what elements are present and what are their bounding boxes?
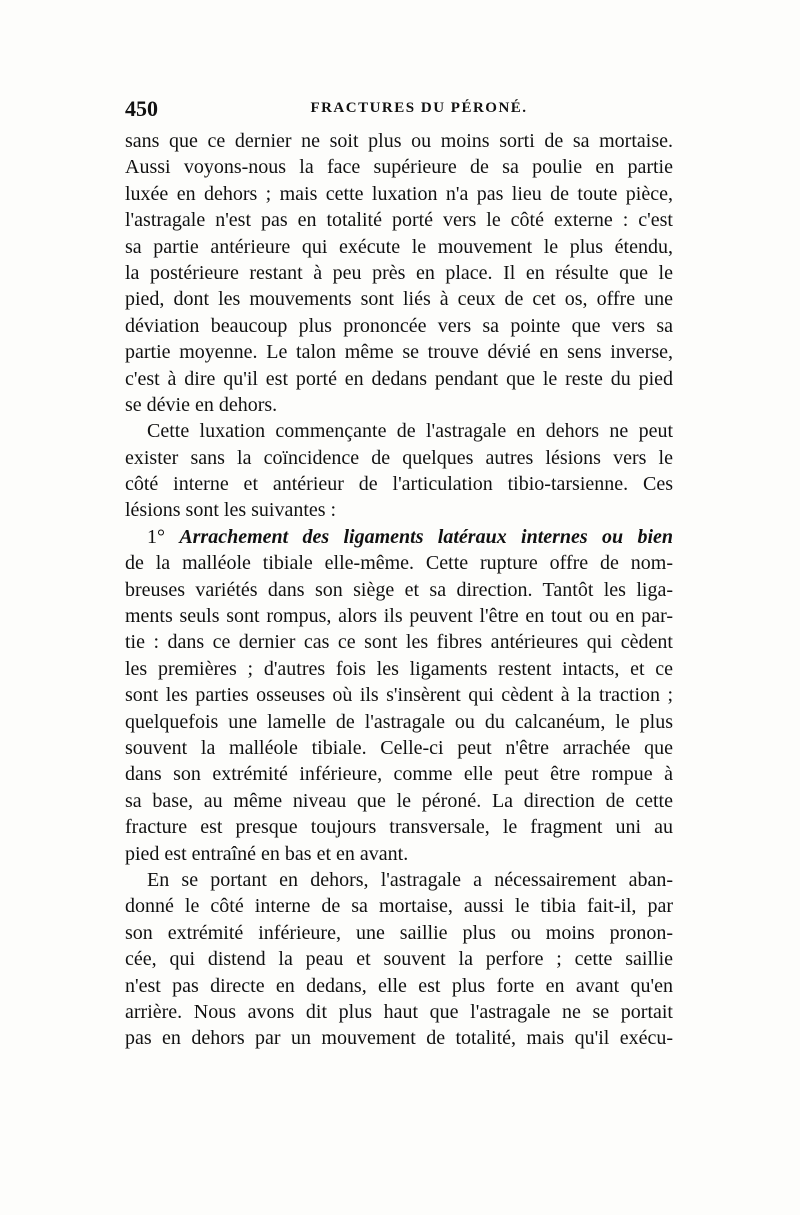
paragraph-end-line: lésions sont les suivantes : <box>125 499 337 522</box>
text-line: cée, qui distend la peau et souvent la perfore ; cette saillie <box>125 948 673 971</box>
text-line: n'est pas directe en dedans, elle est plus forte en avant qu'en <box>125 974 673 997</box>
text-line: donné le côté interne de sa mortaise, aussi le tibia fait-il, par <box>125 895 673 918</box>
item-heading-italic: Arrachement des ligaments latéraux internes ou bien <box>179 525 673 548</box>
text-block <box>125 96 673 1052</box>
page-number: 450 <box>125 96 158 121</box>
text-line: partie moyenne. Le talon même se trouve dévié en sens inverse, <box>125 341 673 364</box>
item-number: 1° <box>147 525 180 548</box>
text-line: arrière. Nous avons dit plus haut que l'astragale ne se portait <box>125 1000 673 1023</box>
text-line: breuses variétés dans son siège et sa direction. Tantôt les liga- <box>125 578 673 601</box>
text-line: c'est à dire qu'il est porté en dedans pendant que le reste du pied <box>125 367 673 390</box>
text-line: ments seuls sont rompus, alors ils peuvent l'être en tout ou en par- <box>125 605 673 628</box>
text-line: les premières ; d'autres fois les ligaments restent intacts, et ce <box>125 657 673 680</box>
text-line: pas en dehors par un mouvement de totalité, mais qu'il exécu- <box>125 1027 673 1050</box>
paragraph-end-line: pied est entraîné en bas et en avant. <box>125 842 409 865</box>
text-line: déviation beaucoup plus prononcée vers sa pointe que vers sa <box>125 314 673 337</box>
text-line: pied, dont les mouvements sont liés à ceux de cet os, offre une <box>125 288 673 311</box>
running-title: FRACTURES DU PÉRONÉ. <box>310 100 528 116</box>
text-line: quelquefois une lamelle de l'astragale ou du calcanéum, le plus <box>125 710 673 733</box>
paragraph-start-line: En se portant en dehors, l'astragale a nécessairement aban- <box>147 868 673 891</box>
running-head <box>125 96 673 126</box>
text-line: sont les parties osseuses où ils s'insèrent qui cèdent à la traction ; <box>125 684 673 707</box>
text-line: luxée en dehors ; mais cette luxation n'a pas lieu de toute pièce, <box>125 182 673 205</box>
text-line: exister sans la coïncidence de quelques autres lésions vers le <box>125 446 673 469</box>
paragraph-end-line: se dévie en dehors. <box>125 393 278 416</box>
text-line: sa partie antérieure qui exécute le mouvement le plus étendu, <box>125 235 673 258</box>
list-item-heading <box>125 524 673 550</box>
paragraph-start-line: Cette luxation commençante de l'astragale en dehors ne peut <box>147 420 673 443</box>
text-line: la postérieure restant à peu près en place. Il en résulte que le <box>125 261 673 284</box>
text-line: côté interne et antérieur de l'articulation tibio-tarsienne. Ces <box>125 473 673 496</box>
text-line: fracture est presque toujours transversale, le fragment uni au <box>125 816 673 839</box>
text-line: sans que ce dernier ne soit plus ou moins sorti de sa mortaise. <box>125 130 673 152</box>
text-line: son extrémité inférieure, une saillie plus ou moins pronon- <box>125 921 673 944</box>
text-line: de la malléole tibiale elle-même. Cette rupture offre de nom- <box>125 552 673 575</box>
text-line: Aussi voyons-nous la face supérieure de sa poulie en partie <box>125 156 673 179</box>
text-line: l'astragale n'est pas en totalité porté vers le côté externe : c'est <box>125 209 673 232</box>
text-line: sa base, au même niveau que le péroné. La direction de cette <box>125 789 673 812</box>
text-line: tie : dans ce dernier cas ce sont les fibres antérieures qui cèdent <box>125 631 673 654</box>
text-line: souvent la malléole tibiale. Celle-ci peut n'être arrachée que <box>125 736 673 759</box>
text-line: dans son extrémité inférieure, comme elle peut être rompue à <box>125 763 673 786</box>
